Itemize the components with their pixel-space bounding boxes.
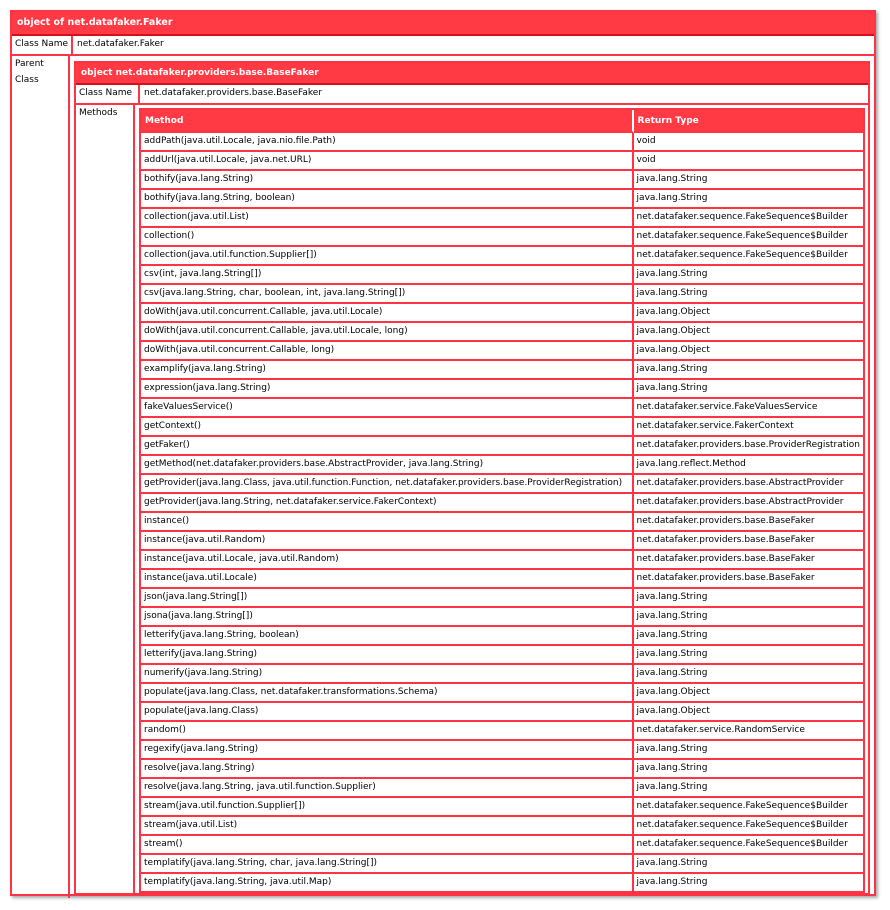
return-type-cell: java.lang.String: [634, 380, 863, 399]
method-cell: getProvider(java.lang.String, net.datafaker.service.FakerContext): [141, 494, 634, 513]
table-row: [141, 171, 863, 190]
method-cell: csv(int, java.lang.String[]): [141, 266, 634, 285]
table-row: [141, 589, 863, 608]
table-row: [141, 475, 863, 494]
table-row: [141, 285, 863, 304]
table-row: [141, 741, 863, 760]
return-type-cell: net.datafaker.providers.base.BaseFaker: [634, 551, 863, 570]
table-row: [141, 855, 863, 874]
return-type-cell: net.datafaker.service.FakerContext: [634, 418, 863, 437]
table-row: [141, 361, 863, 380]
method-cell: populate(java.lang.Class): [141, 703, 634, 722]
return-type-cell: void: [634, 133, 863, 152]
table-row: [141, 722, 863, 741]
table-row: [141, 817, 863, 836]
table-header-row: [141, 110, 863, 133]
return-type-cell: java.lang.String: [634, 646, 863, 665]
table-row: [141, 551, 863, 570]
return-type-cell: java.lang.String: [634, 608, 863, 627]
method-cell: regexify(java.lang.String): [141, 741, 634, 760]
table-row: [141, 228, 863, 247]
return-type-cell: net.datafaker.sequence.FakeSequence$Builder: [634, 817, 863, 836]
table-row: [141, 532, 863, 551]
table-row: [141, 209, 863, 228]
method-cell: instance(): [141, 513, 634, 532]
panel-title: object of net.datafaker.Faker: [12, 12, 874, 36]
return-type-cell: java.lang.String: [634, 171, 863, 190]
method-cell: getFaker(): [141, 437, 634, 456]
method-cell: csv(java.lang.String, char, boolean, int, java.lang.String[]): [141, 285, 634, 304]
table-row: [141, 760, 863, 779]
parent-class-value: [70, 56, 874, 898]
return-type-cell: net.datafaker.sequence.FakeSequence$Builder: [634, 798, 863, 817]
return-type-cell: net.datafaker.service.FakeValuesService: [634, 399, 863, 418]
methods-row: [76, 105, 868, 896]
method-cell: bothify(java.lang.String): [141, 171, 634, 190]
method-cell: expression(java.lang.String): [141, 380, 634, 399]
method-cell: instance(java.util.Random): [141, 532, 634, 551]
return-type-cell: java.lang.String: [634, 589, 863, 608]
return-type-cell: net.datafaker.sequence.FakeSequence$Builder: [634, 228, 863, 247]
method-cell: getProvider(java.lang.Class, java.util.function.Function, net.datafaker.providers.base.ProviderRegistration): [141, 475, 634, 494]
method-cell: instance(java.util.Locale, java.util.Random): [141, 551, 634, 570]
return-type-cell: java.lang.Object: [634, 342, 863, 361]
method-cell: getMethod(net.datafaker.providers.base.AbstractProvider, java.lang.String): [141, 456, 634, 475]
table-row: [141, 190, 863, 209]
return-type-cell: net.datafaker.providers.base.BaseFaker: [634, 532, 863, 551]
return-type-cell: net.datafaker.providers.base.BaseFaker: [634, 513, 863, 532]
table-row: [141, 418, 863, 437]
return-type-cell: java.lang.Object: [634, 684, 863, 703]
table-row: [141, 608, 863, 627]
table-row: [141, 665, 863, 684]
return-type-cell: void: [634, 152, 863, 171]
class-name-row: [12, 36, 874, 56]
method-column-header: Method: [141, 110, 634, 133]
return-type-cell: java.lang.String: [634, 741, 863, 760]
return-type-cell: net.datafaker.providers.base.AbstractProvider: [634, 475, 863, 494]
method-cell: doWith(java.util.concurrent.Callable, long): [141, 342, 634, 361]
table-row: [141, 627, 863, 646]
inner-class-name-label: Class Name: [76, 85, 140, 103]
table-row: [141, 684, 863, 703]
return-type-cell: net.datafaker.sequence.FakeSequence$Builder: [634, 209, 863, 228]
method-cell: fakeValuesService(): [141, 399, 634, 418]
table-row: [141, 798, 863, 817]
method-cell: letterify(java.lang.String): [141, 646, 634, 665]
parent-class-row: [12, 56, 874, 898]
table-row: [141, 779, 863, 798]
table-row: [141, 304, 863, 323]
return-type-cell: java.lang.Object: [634, 703, 863, 722]
class-name-value: net.datafaker.Faker: [77, 39, 164, 49]
table-row: [141, 323, 863, 342]
return-type-cell: java.lang.String: [634, 190, 863, 209]
method-cell: doWith(java.util.concurrent.Callable, java.util.Locale): [141, 304, 634, 323]
class-name-label: Class Name: [12, 36, 73, 54]
method-cell: populate(java.lang.Class, net.datafaker.transformations.Schema): [141, 684, 634, 703]
method-cell: templatify(java.lang.String, char, java.lang.String[]): [141, 855, 634, 874]
method-cell: addUrl(java.util.Locale, java.net.URL): [141, 152, 634, 171]
method-cell: stream(java.util.function.Supplier[]): [141, 798, 634, 817]
return-type-cell: java.lang.String: [634, 760, 863, 779]
return-type-cell: net.datafaker.providers.base.BaseFaker: [634, 570, 863, 589]
inner-class-name-value: net.datafaker.providers.base.BaseFaker: [144, 88, 323, 98]
method-cell: resolve(java.lang.String, java.util.function.Supplier): [141, 779, 634, 798]
method-cell: examplify(java.lang.String): [141, 361, 634, 380]
table-row: [141, 494, 863, 513]
return-type-cell: java.lang.String: [634, 285, 863, 304]
return-type-cell: net.datafaker.sequence.FakeSequence$Builder: [634, 836, 863, 855]
table-row: [141, 513, 863, 532]
return-type-cell: java.lang.String: [634, 627, 863, 646]
return-type-column-header: Return Type: [634, 110, 863, 133]
table-row: [141, 703, 863, 722]
return-type-cell: java.lang.String: [634, 266, 863, 285]
parent-class-label: Parent Class: [12, 56, 70, 898]
table-row: [141, 570, 863, 589]
method-cell: collection(java.util.List): [141, 209, 634, 228]
inner-class-name-row: [76, 85, 868, 105]
return-type-cell: net.datafaker.providers.base.AbstractProvider: [634, 494, 863, 513]
table-row: [141, 133, 863, 152]
return-type-cell: java.lang.String: [636, 877, 708, 887]
return-type-cell: java.lang.Object: [634, 323, 863, 342]
method-cell: doWith(java.util.concurrent.Callable, java.util.Locale, long): [141, 323, 634, 342]
methods-table: [139, 108, 865, 893]
method-cell: numerify(java.lang.String): [141, 665, 634, 684]
return-type-cell: java.lang.Object: [634, 304, 863, 323]
table-row: [141, 266, 863, 285]
return-type-cell: net.datafaker.sequence.FakeSequence$Builder: [634, 247, 863, 266]
faker-object-panel: [10, 10, 876, 896]
base-faker-panel: [74, 61, 870, 895]
return-type-cell: java.lang.String: [634, 361, 863, 380]
table-row: [141, 342, 863, 361]
method-cell: instance(java.util.Locale): [141, 570, 634, 589]
method-cell: collection(java.util.function.Supplier[]): [141, 247, 634, 266]
return-type-cell: java.lang.reflect.Method: [634, 456, 863, 475]
table-row: [141, 437, 863, 456]
table-row: [141, 399, 863, 418]
return-type-cell: java.lang.String: [634, 855, 863, 874]
method-cell: json(java.lang.String[]): [141, 589, 634, 608]
method-cell: resolve(java.lang.String): [141, 760, 634, 779]
table-row: [141, 456, 863, 475]
method-cell: bothify(java.lang.String, boolean): [141, 190, 634, 209]
return-type-cell: java.lang.String: [634, 665, 863, 684]
return-type-cell: net.datafaker.service.RandomService: [634, 722, 863, 741]
method-cell: letterify(java.lang.String, boolean): [141, 627, 634, 646]
table-row: [141, 874, 863, 891]
table-row: [141, 646, 863, 665]
method-cell: collection(): [141, 228, 634, 247]
method-cell: stream(java.util.List): [141, 817, 634, 836]
inner-panel-title: object net.datafaker.providers.base.BaseFaker: [76, 63, 868, 85]
return-type-cell: java.lang.String: [634, 779, 863, 798]
methods-label: Methods: [76, 105, 135, 896]
table-row: [141, 152, 863, 171]
methods-cell: [135, 105, 868, 896]
method-cell: templatify(java.lang.String, java.util.Map): [141, 874, 634, 891]
method-cell: jsona(java.lang.String[]): [141, 608, 634, 627]
method-cell: getContext(): [141, 418, 634, 437]
method-cell: stream(): [141, 836, 634, 855]
table-row: [141, 836, 863, 855]
table-row: [141, 247, 863, 266]
method-cell: random(): [141, 722, 634, 741]
method-cell: addPath(java.util.Locale, java.nio.file.Path): [141, 133, 634, 152]
table-row: [141, 380, 863, 399]
methods-table-body: [141, 133, 863, 891]
return-type-cell: net.datafaker.providers.base.ProviderRegistration: [634, 437, 863, 456]
